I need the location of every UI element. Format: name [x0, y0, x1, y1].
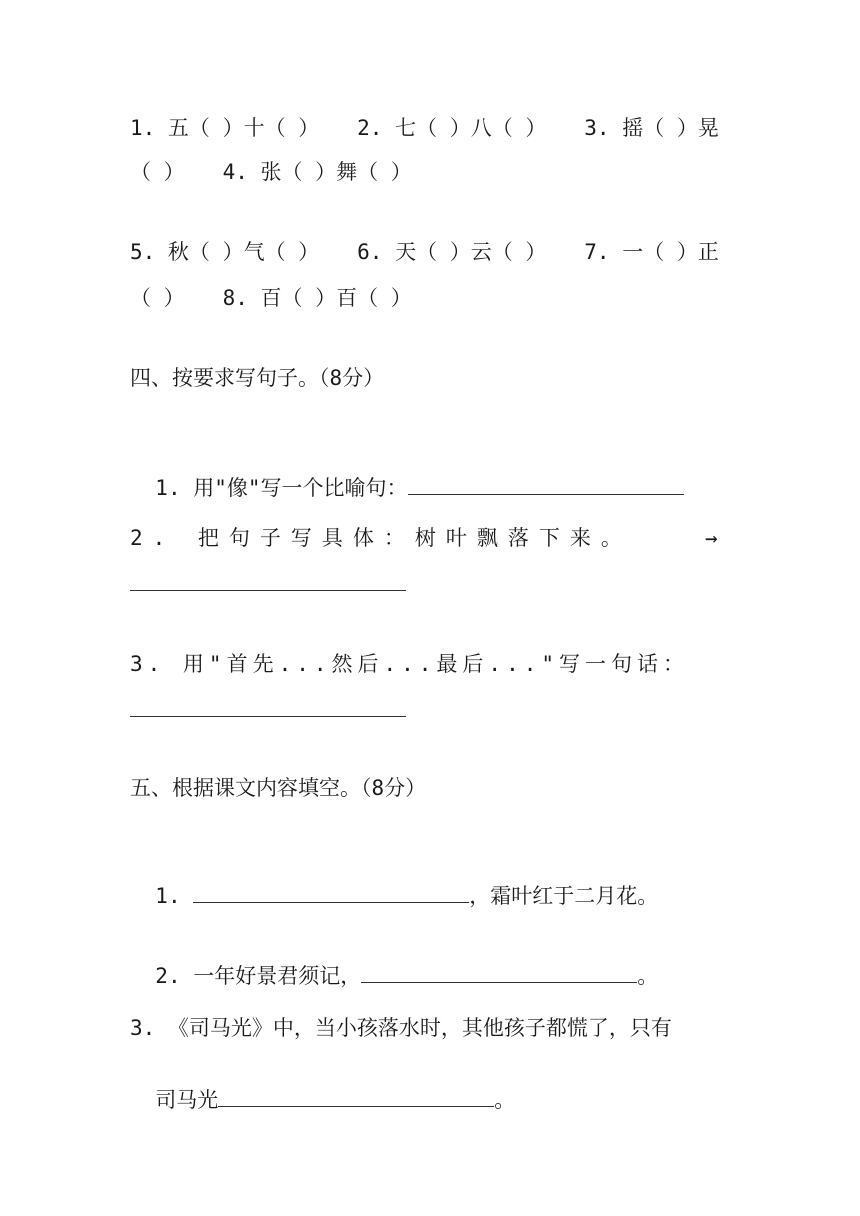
arrow-icon: →	[705, 526, 718, 550]
answer-blank[interactable]	[361, 962, 637, 983]
poem-q1-prefix: 1.	[155, 884, 194, 908]
fill-row-1: 1. 五（ ）十（ ） 2. 七（ ）八（ ） 3. 摇（ ）晃	[130, 116, 719, 140]
text-q3-prefix: 司马光	[155, 1088, 219, 1112]
poem-q2-suffix: 。	[637, 964, 659, 988]
text-q3-suffix: 。	[494, 1088, 516, 1112]
text-q3-cont	[130, 1058, 515, 1114]
text-q3: 3. 《司马光》中，当小孩落水时，其他孩子都慌了，只有	[130, 1016, 672, 1040]
answer-blank[interactable]	[130, 570, 406, 598]
poem-q1	[130, 854, 658, 910]
section-4-heading: 四、按要求写句子。（8分）	[130, 366, 385, 390]
answer-blank[interactable]	[218, 1086, 494, 1107]
answer-blank[interactable]	[408, 474, 684, 495]
fill-row-1-cont: （ ） 4. 张（ ）舞（ ）	[130, 160, 412, 184]
poem-q2	[130, 934, 658, 990]
fill-row-2-cont: （ ） 8. 百（ ）百（ ）	[130, 286, 412, 310]
sentence-q3: 3. 用"首先...然后...最后..."写一句话：	[130, 652, 690, 676]
fill-row-2: 5. 秋（ ）气（ ） 6. 天（ ）云（ ） 7. 一（ ）正	[130, 240, 719, 264]
sentence-q1	[130, 446, 684, 502]
poem-q1-suffix: ，霜叶红于二月花。	[469, 884, 659, 908]
poem-q2-prefix: 2. 一年好景君须记，	[155, 964, 362, 988]
sentence-q1-text: 1. 用"像"写一个比喻句：	[155, 476, 408, 500]
sentence-q2: 2. 把句子写具体：树叶飘落下来。	[130, 526, 632, 550]
answer-blank[interactable]	[130, 696, 406, 724]
answer-blank[interactable]	[193, 882, 469, 903]
section-5-heading: 五、根据课文内容填空。（8分）	[130, 776, 427, 800]
